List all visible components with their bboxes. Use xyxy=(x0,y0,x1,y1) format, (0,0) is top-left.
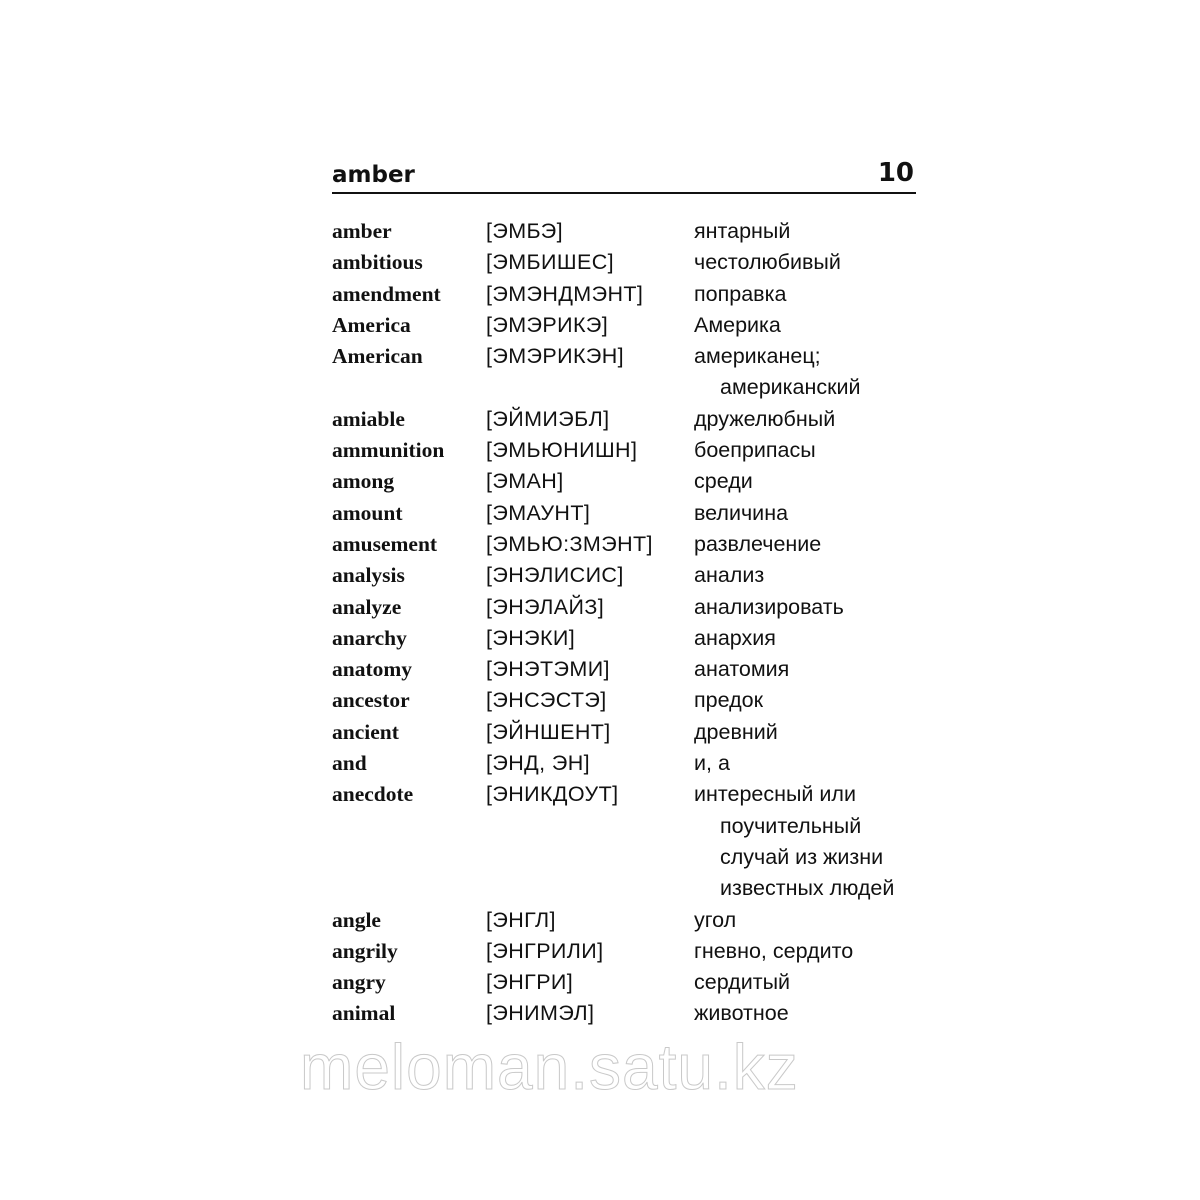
translation: предок xyxy=(694,688,763,713)
translation: величина xyxy=(694,500,789,525)
entry-line xyxy=(332,748,932,779)
entry-line xyxy=(332,466,932,497)
pronunciation: [ЭНГЛ] xyxy=(486,907,556,932)
translation: гневно, сердито xyxy=(694,938,854,963)
dictionary-entry xyxy=(332,466,932,497)
dictionary-entry xyxy=(332,748,932,779)
translation: интересный или xyxy=(694,782,856,807)
headword: amber xyxy=(332,219,392,243)
headword: analysis xyxy=(332,563,405,588)
dictionary-entry xyxy=(332,216,932,247)
dictionary-entry xyxy=(332,247,932,278)
dictionary-page xyxy=(332,150,916,1026)
headword: anecdote xyxy=(332,782,414,807)
entry-line xyxy=(332,529,932,560)
headword: analyze xyxy=(332,594,402,619)
guide-word: amber xyxy=(332,162,415,188)
dictionary-entry xyxy=(332,310,932,341)
entry-line xyxy=(332,967,932,998)
entry-line xyxy=(332,247,932,278)
headword: ancestor xyxy=(332,688,410,713)
headword: angrily xyxy=(332,938,398,963)
pronunciation: [ЭЙМИЭБЛ] xyxy=(486,406,610,431)
pronunciation: [ЭМЭНДМЭНТ] xyxy=(486,281,644,306)
dictionary-entry xyxy=(332,592,932,623)
translation: американский xyxy=(720,375,861,400)
dictionary-entry xyxy=(332,717,932,748)
headword: ambitious xyxy=(332,250,423,275)
translation: поправка xyxy=(694,281,787,306)
entry-line xyxy=(332,404,932,435)
page-header xyxy=(332,150,916,194)
entry-line xyxy=(332,592,932,623)
dictionary-entry xyxy=(332,936,932,967)
pronunciation: [ЭНИКДОУТ] xyxy=(486,782,619,807)
translation: Америка xyxy=(694,312,781,337)
dictionary-entry xyxy=(332,498,932,529)
headword: and xyxy=(332,751,367,776)
headword: American xyxy=(332,344,423,369)
headword: ancient xyxy=(332,719,399,744)
translation: древний xyxy=(694,719,778,744)
dictionary-entry xyxy=(332,404,932,435)
pronunciation: [ЭНЭКИ] xyxy=(486,625,576,650)
translation: честолюбивый xyxy=(694,250,841,275)
pronunciation: [ЭНЭТЭМИ] xyxy=(486,657,610,682)
pronunciation: [ЭНЭЛИСИС] xyxy=(486,563,624,588)
translation: поучительный xyxy=(720,813,862,838)
entry-line xyxy=(332,905,932,936)
pronunciation: [ЭМЬЮ:ЗМЭНТ] xyxy=(486,531,653,556)
dictionary-entry xyxy=(332,279,932,310)
headword: amusement xyxy=(332,531,438,556)
headword: anarchy xyxy=(332,625,407,650)
pronunciation: [ЭМАН] xyxy=(486,469,564,494)
entry-line xyxy=(332,717,932,748)
entry-line xyxy=(332,623,932,654)
entry-line xyxy=(332,372,932,403)
pronunciation: [ЭМБИШЕС] xyxy=(486,250,615,275)
entry-line xyxy=(332,811,932,842)
dictionary-entry xyxy=(332,435,932,466)
dictionary-entry xyxy=(332,779,932,904)
pronunciation: [ЭНЭЛАЙЗ] xyxy=(486,594,605,619)
entry-line xyxy=(332,216,932,247)
headword: amendment xyxy=(332,281,441,306)
dictionary-entry xyxy=(332,998,932,1029)
translation: боеприпасы xyxy=(694,438,816,463)
pronunciation: [ЭНСЭСТЭ] xyxy=(486,688,607,713)
dictionary-entry xyxy=(332,967,932,998)
headword: anatomy xyxy=(332,657,413,682)
dictionary-entry xyxy=(332,341,932,404)
headword: angry xyxy=(332,970,386,995)
headword: angle xyxy=(332,907,381,932)
pronunciation: [ЭНГРИЛИ] xyxy=(486,938,604,963)
entry-line xyxy=(332,936,932,967)
pronunciation: [ЭЙНШЕНТ] xyxy=(486,719,611,744)
dictionary-entry xyxy=(332,905,932,936)
dictionary-entry xyxy=(332,654,932,685)
translation: анархия xyxy=(694,625,776,650)
page-number: 10 xyxy=(877,158,914,188)
translation: известных людей xyxy=(720,876,895,901)
dictionary-entry xyxy=(332,529,932,560)
translation: среди xyxy=(694,469,753,494)
translation: дружелюбный xyxy=(694,406,836,431)
translation: угол xyxy=(694,907,737,932)
translation: анализ xyxy=(694,563,765,588)
translation: американец; xyxy=(694,344,821,369)
pronunciation: [ЭМЬЮНИШН] xyxy=(486,438,638,463)
entry-line xyxy=(332,842,932,873)
dictionary-entry xyxy=(332,623,932,654)
dictionary-entry xyxy=(332,560,932,591)
entry-line xyxy=(332,498,932,529)
headword: animal xyxy=(332,1001,396,1026)
translation: животное xyxy=(694,1001,789,1026)
headword: amiable xyxy=(332,406,405,431)
entry-list xyxy=(332,216,932,1030)
pronunciation: [ЭМЭРИКЭН] xyxy=(486,344,625,369)
pronunciation: [ЭМЭРИКЭ] xyxy=(486,312,609,337)
headword: amount xyxy=(332,500,403,525)
pronunciation: [ЭНИМЭЛ] xyxy=(486,1001,595,1026)
translation: анатомия xyxy=(694,657,790,682)
translation: развлечение xyxy=(694,531,822,556)
entry-line xyxy=(332,435,932,466)
pronunciation: [ЭНГРИ] xyxy=(486,970,574,995)
entry-line xyxy=(332,654,932,685)
entry-line xyxy=(332,873,932,904)
entry-line xyxy=(332,341,932,372)
translation: янтарный xyxy=(694,219,791,243)
headword: America xyxy=(332,312,411,337)
entry-line xyxy=(332,998,932,1029)
entry-line xyxy=(332,779,932,810)
headword: among xyxy=(332,469,395,494)
pronunciation: [ЭМБЭ] xyxy=(486,219,564,243)
watermark: meloman.satu.kz xyxy=(300,1031,799,1103)
translation: сердитый xyxy=(694,970,791,995)
headword: ammunition xyxy=(332,438,445,463)
pronunciation: [ЭМАУНТ] xyxy=(486,500,591,525)
translation: и, а xyxy=(694,751,730,776)
pronunciation: [ЭНД, ЭН] xyxy=(486,751,591,776)
entry-line xyxy=(332,685,932,716)
entry-line xyxy=(332,560,932,591)
translation: анализировать xyxy=(694,594,844,619)
entry-line xyxy=(332,310,932,341)
entry-line xyxy=(332,279,932,310)
dictionary-entry xyxy=(332,685,932,716)
translation: случай из жизни xyxy=(720,844,884,869)
